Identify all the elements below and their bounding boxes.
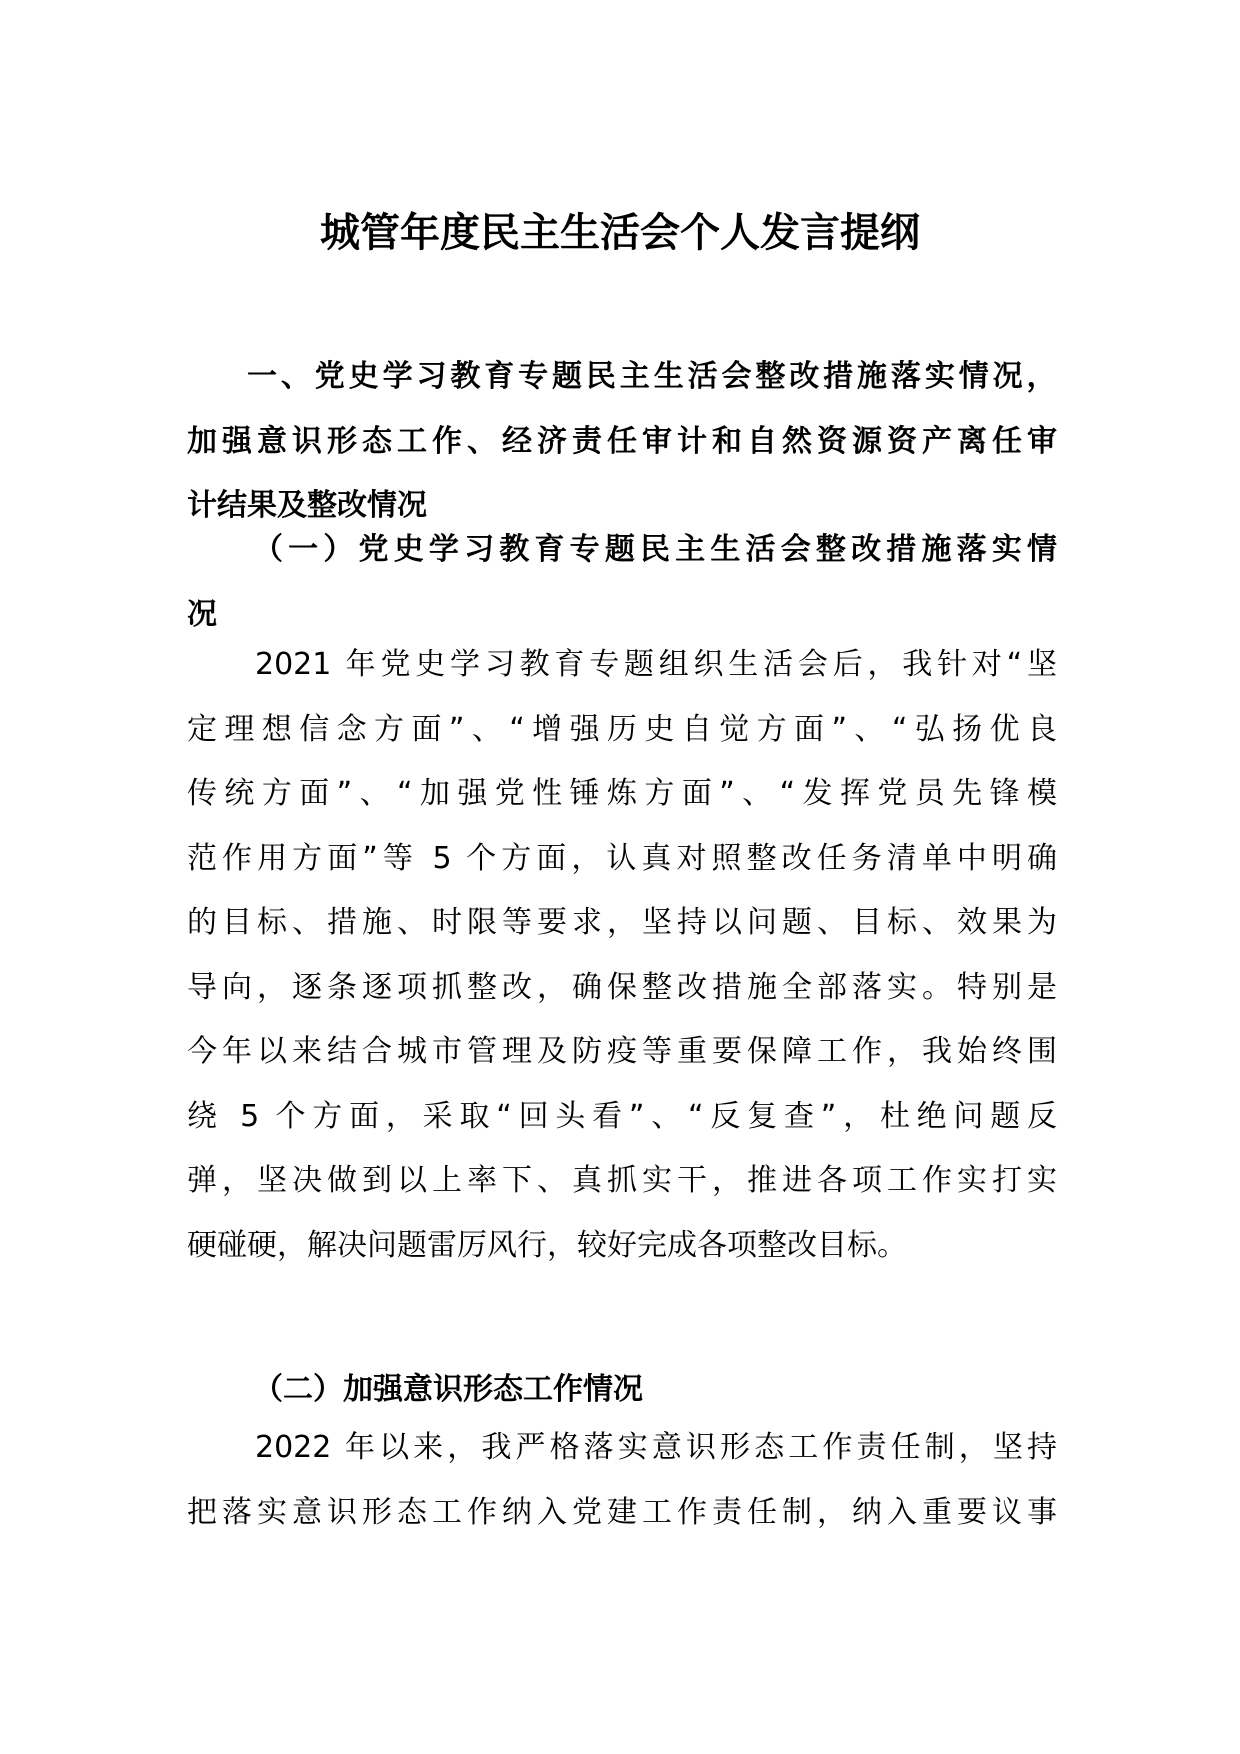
subsection-heading-1 [187, 518, 1057, 647]
paragraph-1-line-7: 今年以来结合城市管理及防疫等重要保障工作，我始终围 [187, 1034, 1057, 1069]
paragraph-2-line-1: 2022 年以来，我严格落实意识形态工作责任制，坚持 [255, 1430, 1057, 1465]
section-heading-1 [187, 345, 1057, 539]
section-heading-1-line-2: 加强意识形态工作、经济责任审计和自然资源资产离任审 [187, 423, 1057, 459]
section-heading-1-line-1: 一、党史学习教育专题民主生活会整改措施落实情况， [247, 359, 1057, 394]
paragraph-1-line-9: 弹，坚决做到以上率下、真抓实干，推进各项工作实打实 [187, 1163, 1057, 1198]
paragraph-2-line-2: 把落实意识形态工作纳入党建工作责任制，纳入重要议事 [187, 1494, 1057, 1530]
subsection-heading-1-line-1: （一）党史学习教育专题民主生活会整改措施落实情 [253, 532, 1057, 567]
subsection-heading-2 [187, 1358, 1057, 1423]
paragraph-1-line-8: 绕 5 个方面，采取“回头看”、“反复查”，杜绝问题反 [187, 1098, 1057, 1134]
subsection-heading-1-line-2: 况 [187, 596, 217, 632]
paragraph-1-line-1: 2021 年党史学习教育专题组织生活会后，我针对“坚 [255, 647, 1057, 682]
paragraph-1-line-10: 硬碰硬，解决问题雷厉风行，较好完成各项整改目标。 [187, 1227, 907, 1263]
paragraph-2 [187, 1416, 1057, 1545]
paragraph-1-line-2: 定理想信念方面”、“增强历史自觉方面”、“弘扬优良 [187, 711, 1057, 747]
paragraph-1-line-3: 传统方面”、“加强党性锤炼方面”、“发挥党员先锋模 [187, 776, 1057, 811]
paragraph-1-line-5: 的目标、措施、时限等要求，坚持以问题、目标、效果为 [187, 905, 1057, 940]
paragraph-1-line-6: 导向，逐条逐项抓整改，确保整改措施全部落实。特别是 [187, 969, 1057, 1005]
document-title: 城管年度民主生活会个人发言提纲 [320, 210, 920, 256]
subsection-heading-2-line-1: （二）加强意识形态工作情况 [253, 1372, 643, 1407]
paragraph-1-line-4: 范作用方面”等 5 个方面，认真对照整改任务清单中明确 [187, 840, 1057, 876]
paragraph-1 [187, 633, 1057, 1278]
section-heading-1-line-3: 计结果及整改情况 [187, 488, 427, 523]
